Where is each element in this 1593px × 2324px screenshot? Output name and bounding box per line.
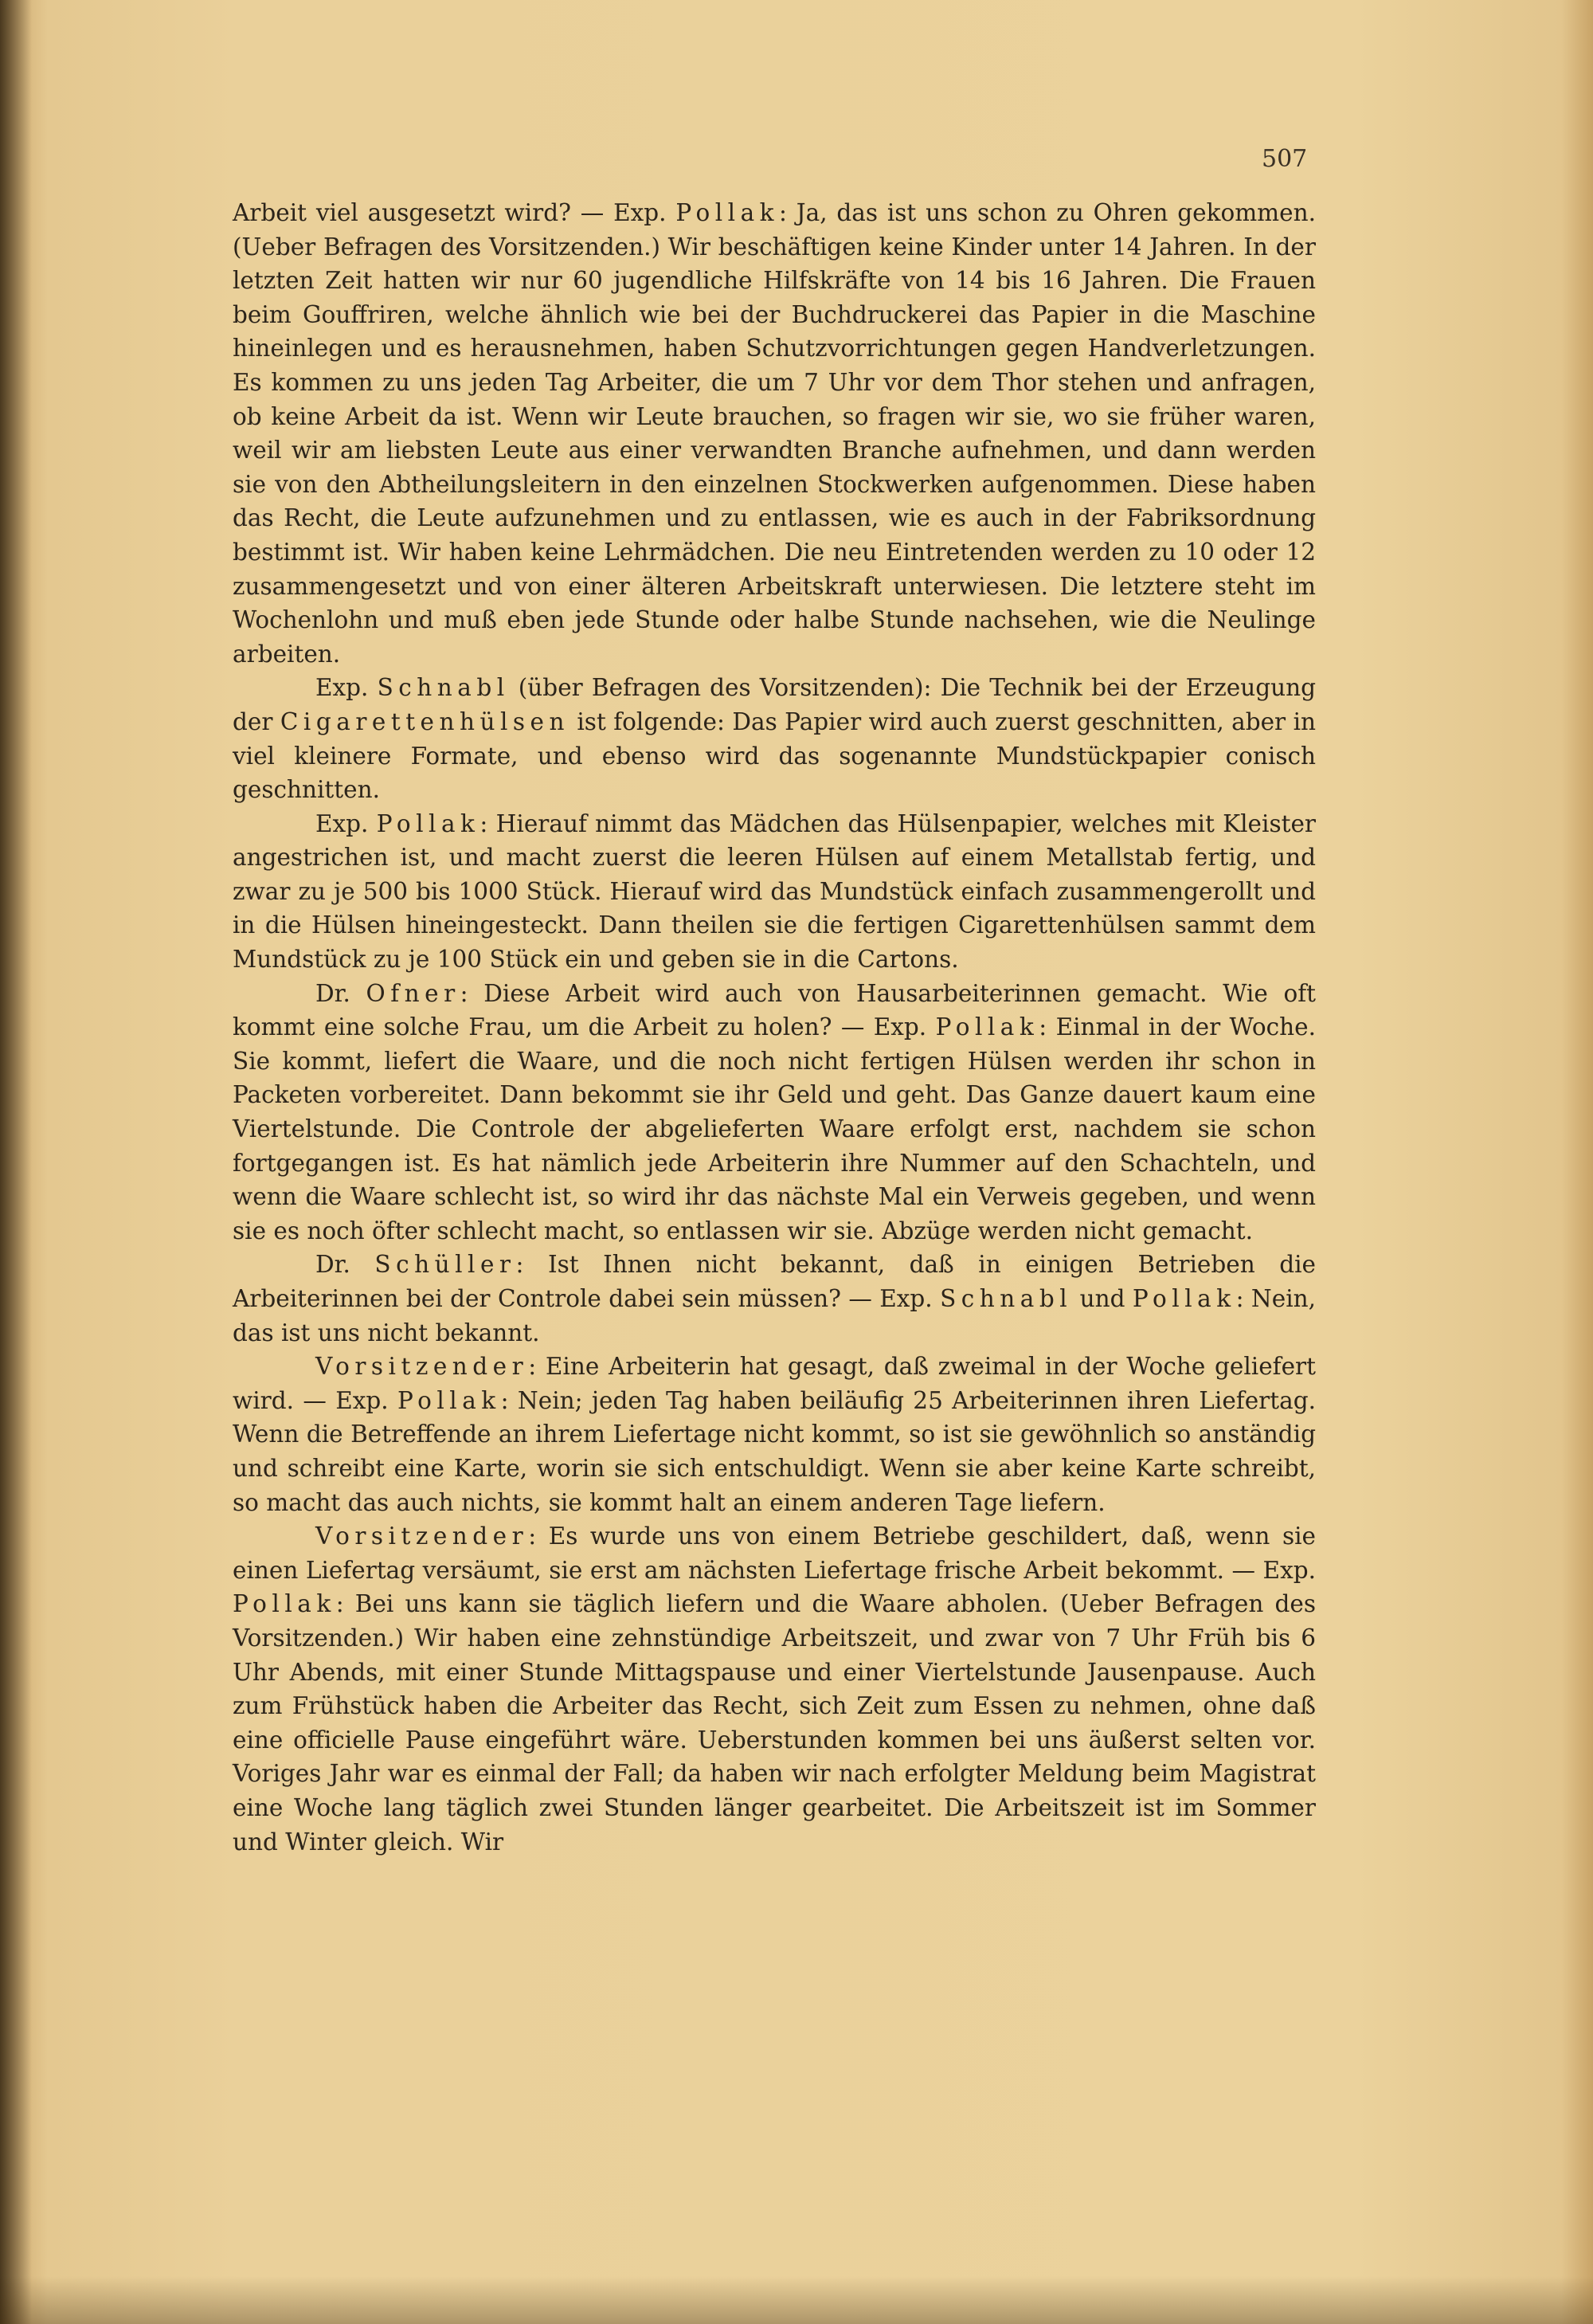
paragraph-text: : Bei uns kann sie täglich liefern und die Waare abholen. (Ueber Befragen des Vorsitzenden.) Wir haben eine zehnstündige Arbeitszeit, und zwar von 7 Uhr Früh bis 6 Uhr Abends, mit einer Stunde Mittagspause und einer Viertelstunde Jausenpause. Auch zum Frühstück haben die Arbeiter das Recht, sich Zeit zum Essen zu nehmen, ohne daß eine officielle Pause eingeführt wäre. Ueberstunden kommen bei uns äußerst selten vor. Voriges Jahr war es einmal der Fall; da haben wir nach erfolgter Meldung beim Magistrat eine Woche lang täglich zwei Stunden länger gearbeitet. Die Arbeitszeit ist im Sommer und Winter gleich. Wir: [233, 1590, 1316, 1856]
paragraph: [233, 807, 1316, 977]
paragraph-text: : Diese Arbeit wird auch von Hausarbeiterinnen gemacht. Wie oft kommt eine solche Frau, um die Arbeit zu holen? — Exp.: [233, 979, 1316, 1041]
speaker-name: Pollak: [675, 199, 780, 226]
page-number: 507: [1262, 145, 1308, 173]
speaker-name: Schüller: [374, 1251, 516, 1279]
paragraph-text: : Es wurde uns von einem Betriebe geschildert, daß, wenn sie einen Liefertag versäumt, sie erst am nächsten Liefertage frische Arbeit bekommt. — Exp.: [233, 1523, 1316, 1584]
paragraph-text: (über Befragen des Vorsitzenden): Die Technik bei der Erzeugung der: [233, 674, 1316, 735]
speaker-name: Pollak: [935, 1013, 1039, 1041]
paragraph: [233, 196, 1316, 671]
speaker-name: Pollak: [397, 1386, 501, 1414]
paragraph-text: : Ja, das ist uns schon zu Ohren gekommen. (Ueber Befragen des Vorsitzenden.) Wir beschäftigen keine Kinder unter 14 Jahren. In der letzten Zeit hatten wir nur 60 jugendliche Hilfskräfte von 14 bis 16 Jahren. Die Frauen beim Gouffriren, welche ähnlich wie bei der Buchdruckerei das Papier in die Maschine hineinlegen und es herausnehmen, haben Schutzvorrichtungen gegen Handverletzungen. Es kommen zu uns jeden Tag Arbeiter, die um 7 Uhr vor dem Thor stehen und anfragen, ob keine Arbeit da ist. Wenn wir Leute brauchen, so fragen wir sie, wo sie früher waren, weil wir am liebsten Leute aus einer verwandten Branche aufnehmen, und dann werden sie von den Abtheilungsleitern in den einzelnen Stockwerken aufgenommen. Diese haben das Recht, die Leute aufzunehmen und zu entlassen, wie es auch in der Fabriksordnung bestimmt ist. Wir haben keine Lehrmädchen. Die neu Eintretenden werden zu 10 oder 12 zusammengesetzt und von einer älteren Arbeitskraft unterwiesen. Die letztere steht im Wochenlohn und muß eben jede Stunde oder halbe Stunde nachsehen, wie die Neulinge arbeiten.: [233, 199, 1316, 668]
speaker-name: Schnabl: [940, 1285, 1073, 1312]
paragraph-text: Arbeit viel ausgesetzt wird? — Exp.: [233, 199, 676, 226]
speaker-name: Ofner: [366, 979, 460, 1007]
speaker-name: Pollak: [1132, 1285, 1236, 1312]
paragraph-text: und: [1072, 1285, 1133, 1312]
paragraph: [233, 671, 1316, 806]
paragraph-text: : Hierauf nimmt das Mädchen das Hülsenpapier, welches mit Kleister angestrichen ist, und macht zuerst die leeren Hülsen auf einem Metallstab fertig, und zwar zu je 500 bis 1000 Stück. Hierauf wird das Mundstück einfach zusammengerollt und in die Hülsen hineingesteckt. Dann theilen sie die fertigen Cigarettenhülsen sammt dem Mundstück zu je 100 Stück ein und geben sie in die Cartons.: [233, 809, 1317, 974]
paragraph-text: : Nein, das ist uns nicht bekannt.: [233, 1285, 1317, 1346]
paragraph-text: : Ist Ihnen nicht bekannt, daß in einigen Betrieben die Arbeiterinnen bei der Controle dabei sein müssen? — Exp.: [233, 1251, 1316, 1312]
speaker-name: Vorsitzender: [315, 1353, 529, 1381]
paragraph-text: : Einmal in der Woche. Sie kommt, liefert die Waare, und die noch nicht fertigen Hülsen werden ihr schon in Packeten vorbereitet. Dann bekommt sie ihr Geld und geht. Das Ganze dauert kaum eine Viertelstunde. Die Controle der abgelieferten Waare erfolgt erst, nachdem sie schon fortgegangen ist. Es hat nämlich jede Arbeiterin ihre Nummer auf den Schachteln, und wenn die Waare schlecht ist, so wird ihr das nächste Mal ein Verweis gegeben, und wenn sie es noch öfter schlecht macht, so entlassen wir sie. Abzüge werden nicht gemacht.: [233, 1013, 1316, 1244]
paragraph: [233, 1519, 1316, 1859]
paragraph-text: Dr.: [315, 979, 366, 1007]
paragraph: [233, 1248, 1316, 1350]
paragraph: [233, 1350, 1316, 1519]
paragraph-text: : Eine Arbeiterin hat gesagt, daß zweimal in der Woche geliefert wird. — Exp.: [233, 1353, 1316, 1414]
speaker-name: Schnabl: [377, 674, 510, 702]
paragraph-text: Exp.: [315, 809, 377, 837]
paragraph-text: Dr.: [315, 1251, 375, 1279]
speaker-name: Pollak: [376, 809, 480, 837]
speaker-name: Cigarettenhülsen: [280, 707, 569, 735]
page-shadow-left: [0, 0, 32, 2324]
page-shadow-bottom: [0, 2276, 1593, 2324]
paragraph-text: : Nein; jeden Tag haben beiläufig 25 Arbeiterinnen ihren Liefertag. Wenn die Betreffende an ihrem Liefertage nicht kommt, so ist sie gewöhnlich so anständig und schreibt eine Karte, worin sie sich entschuldigt. Wenn sie aber keine Karte schreibt, so macht das auch nichts, sie kommt halt an einem anderen Tage liefern.: [233, 1386, 1316, 1516]
speaker-name: Pollak: [233, 1590, 336, 1618]
body-text: [233, 196, 1316, 1859]
speaker-name: Vorsitzender: [315, 1523, 529, 1550]
paragraph-text: Exp.: [315, 674, 378, 702]
paragraph-text: ist folgende: Das Papier wird auch zuerst geschnitten, aber in viel kleinere Formate, und ebenso wird das sogenannte Mundstückpapier conisch geschnitten.: [233, 707, 1317, 804]
paragraph: [233, 977, 1316, 1248]
